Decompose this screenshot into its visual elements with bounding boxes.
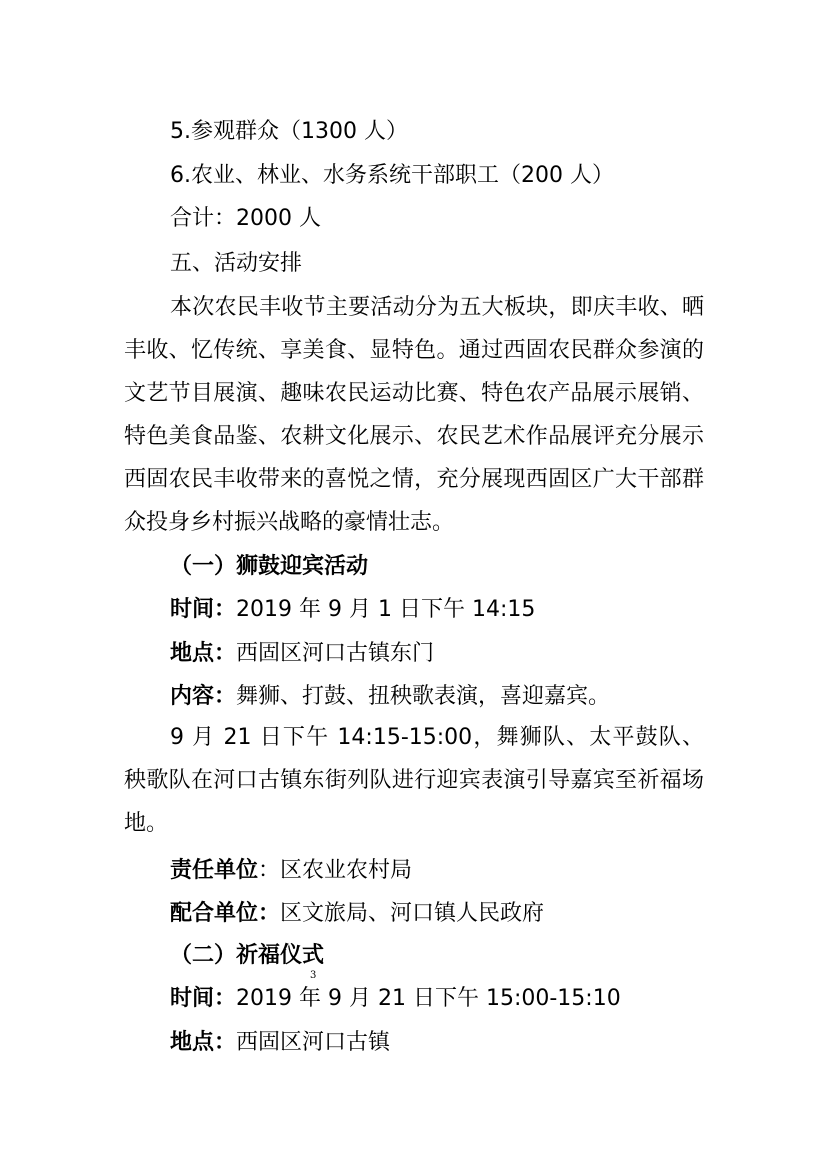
time-value: 2019 年 9 月 1 日下午 14:15 — [236, 597, 536, 622]
time-value: 2019 年 9 月 21 日下午 15:00-15:10 — [236, 986, 621, 1011]
responsible-value: ：区农业农村局 — [258, 858, 413, 883]
ceremony-place-row — [170, 1029, 390, 1057]
responsible-unit-row — [170, 857, 412, 885]
place-label: 地点： — [170, 641, 237, 666]
page-number: 3 — [310, 970, 317, 981]
attendee-item-6: 6.农业、林业、水务系统干部职工（200 人） — [170, 163, 614, 188]
attendee-total: 合计：2000 人 — [170, 206, 321, 231]
responsible-label: 责任单位 — [170, 858, 259, 883]
place-value: 西固区河口古镇 — [236, 1030, 391, 1055]
event-time-row — [170, 596, 535, 624]
time-label: 时间： — [170, 986, 237, 1011]
place-label: 地点： — [170, 1030, 237, 1055]
event-place-row — [170, 640, 434, 668]
content-value: 舞狮、打鼓、扭秧歌表演，喜迎嘉宾。 — [236, 684, 611, 709]
arrangement-paragraph: 本次农民丰收节主要活动分为五大板块，即庆丰收、晒丰收、忆传统、享美食、显特色。通过西固农民群众参演的文艺节目展演、趣味农民运动比赛、特色农产品展示展销、特色美食品鉴、农耕文化展示、农民艺术作品展评充分展示西固农民丰收带来的喜悦之情，充分展现西固区广大干部群众投身乡村振兴战略的豪情壮志。 — [124, 295, 704, 535]
place-value: 西固区河口古镇东门 — [236, 641, 435, 666]
cooperate-label: 配合单位： — [170, 901, 281, 926]
ceremony-time-row — [170, 985, 621, 1013]
subsection-heading-blessing-ceremony: （二）祈福仪式 — [170, 943, 325, 968]
event-content-row — [170, 683, 610, 711]
subsection-heading-lion-drum: （一）狮鼓迎宾活动 — [170, 554, 369, 579]
cooperate-value: 区文旅局、河口镇人民政府 — [280, 901, 545, 926]
time-label: 时间： — [170, 597, 237, 622]
lion-drum-detail-paragraph: 9 月 21 日下午 14:15-15:00，舞狮队、太平鼓队、秧歌队在河口古镇东街列队进行迎宾表演引导嘉宾至祈福场地。 — [124, 725, 704, 836]
cooperating-unit-row — [170, 900, 544, 928]
content-label: 内容： — [170, 684, 237, 709]
section-heading-activity-arrangement: 五、活动安排 — [170, 251, 303, 276]
attendee-item-5: 5.参观群众（1300 人） — [170, 119, 408, 144]
